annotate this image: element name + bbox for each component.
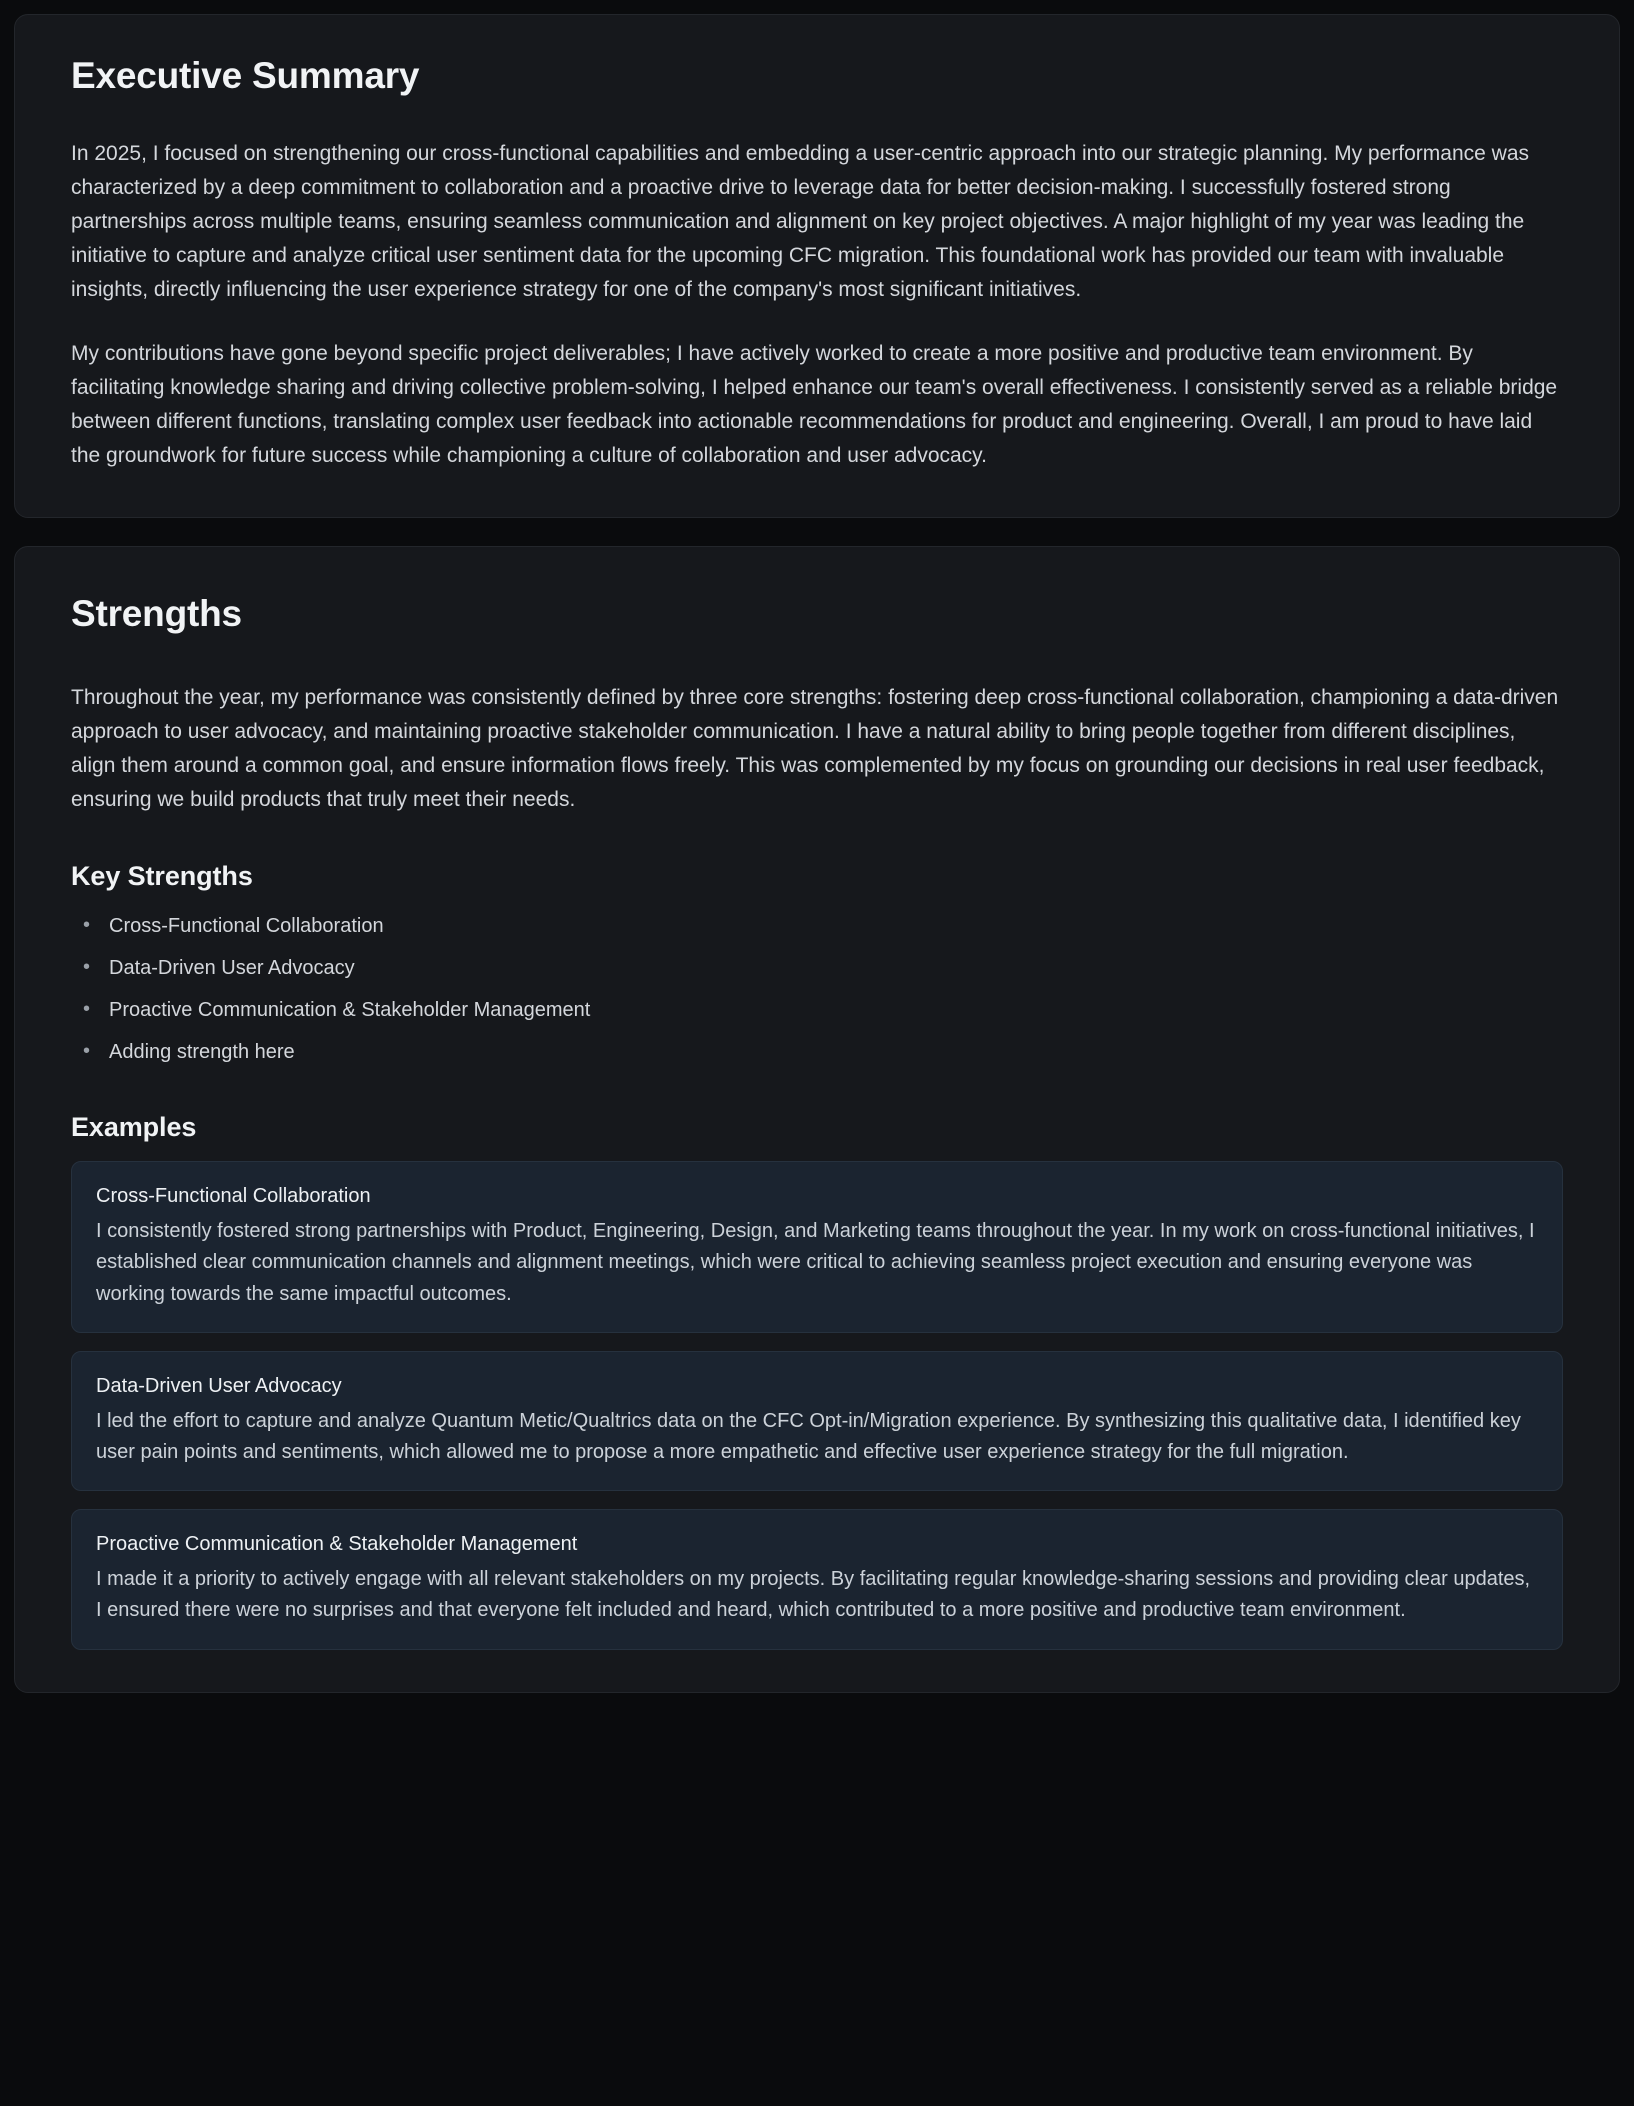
example-body: I made it a priority to actively engage with all relevant stakeholders on my projects. By facilitating regular knowledge-sharing sessions and providing clear updates, I ensured there were no surprises and that everyone felt included and heard, which contributed to a more positive and productive team environment. [96,1568,1531,1622]
examples-heading: Examples [71,1112,197,1143]
example-title: Data-Driven User Advocacy [96,1374,342,1397]
strengths-card [14,546,1620,1692]
example-card [71,1161,1563,1333]
page-title: Executive Summary [71,55,420,96]
list-item: • Cross-Functional Collaboration [71,910,1563,942]
example-title: Proactive Communication & Stakeholder Management [96,1533,578,1556]
strengths-intro: Throughout the year, my performance was consistently defined by three core strengths: fostering deep cross-functional collaboration, championing a data-driven approach to user advocacy, and maintaining proactive stakeholder communication. I have a natural ability to bring people together from different disciplines, align them around a common goal, and ensure information flows freely. This was complemented by my focus on grounding our decisions in real user feedback, ensuring we build products that truly meet their needs. [71,686,1559,812]
example-body: I consistently fostered strong partnerships with Product, Engineering, Design, and Marketing teams throughout the year. In my work on cross-functional initiatives, I established clear communication channels and alignment meetings, which were critical to achieving seamless project execution and ensuring everyone was working towards the same impactful outcomes. [96,1220,1535,1305]
executive-summary-card [14,14,1620,518]
example-card [71,1509,1563,1649]
executive-summary-paragraph-2: My contributions have gone beyond specific project deliverables; I have actively worked to create a more positive and productive team environment. By facilitating knowledge sharing and driving collective problem-solving, I helped enhance our team's overall effectiveness. I consistently served as a reliable bridge between different functions, translating complex user feedback into actionable recommendations for product and engineering. Overall, I am proud to have laid the groundwork for future success while championing a culture of collaboration and user advocacy. [71,342,1558,468]
example-title: Cross-Functional Collaboration [96,1185,371,1208]
list-item: • Proactive Communication & Stakeholder Management [71,994,1563,1026]
bottom-spacer [14,1721,1620,1737]
strengths-title: Strengths [71,593,242,635]
example-body: I led the effort to capture and analyze Quantum Metic/Qualtrics data on the CFC Opt-in/Migration experience. By synthesizing this qualitative data, I identified key user pain points and sentiments, which allowed me to propose a more empathetic and effective user experience strategy for the full migration. [96,1409,1521,1463]
examples-list [71,1161,1563,1649]
key-strengths-heading: Key Strengths [71,861,253,892]
list-item: • Data-Driven User Advocacy [71,952,1563,984]
example-card [71,1351,1563,1491]
list-item: • Adding strength here [71,1036,1563,1068]
executive-summary-paragraph-1: In 2025, I focused on strengthening our cross-functional capabilities and embedding a user-centric approach into our strategic planning. My performance was characterized by a deep commitment to collaboration and a proactive drive to leverage data for better decision-making. I successfully fostered strong partnerships across multiple teams, ensuring seamless communication and alignment on key project objectives. A major highlight of my year was leading the initiative to capture and analyze critical user sentiment data for the upcoming CFC migration. This foundational work has provided our team with invaluable insights, directly influencing the user experience strategy for one of the company's most significant initiatives. [71,142,1530,302]
key-strengths-list [71,910,1563,1068]
